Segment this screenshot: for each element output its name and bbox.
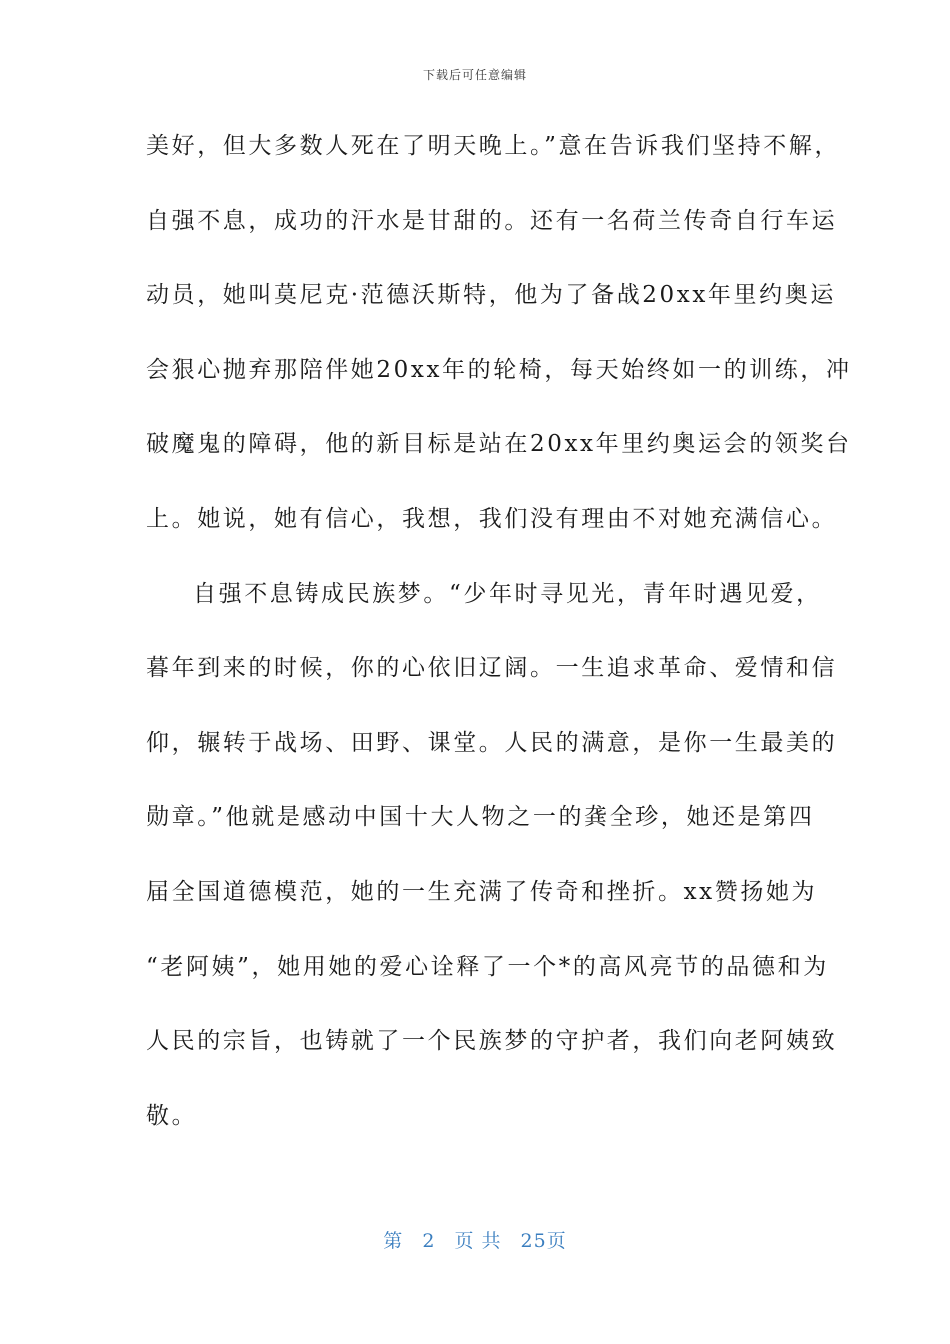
text-line: “老阿姨”，她用她的爱心诠释了一个*的高风亮节的品德和为 xyxy=(146,953,829,980)
page-header-note: 下载后可任意编辑 xyxy=(422,68,527,82)
paragraph-first-line: 自强不息铸成民族梦。“少年时寻见光，青年时遇见爱， xyxy=(193,580,822,607)
page-number-footer xyxy=(0,1226,950,1253)
text-line: 美好，但大多数人死在了明天晚上。”意在告诉我们坚持不解， xyxy=(146,133,841,159)
text-line: 上。她说，她有信心，我想，我们没有理由不对她充满信心。 xyxy=(146,505,838,532)
text-line: 动员，她叫莫尼克·范德沃斯特，他为了备战20xx年里约奥运 xyxy=(146,282,836,309)
text-line: 人民的宗旨，也铸就了一个民族梦的守护者，我们向老阿姨致 xyxy=(146,1028,838,1055)
text-line: 破魔鬼的障碍，他的新目标是站在20xx年里约奥运会的领奖台 xyxy=(146,431,852,458)
footer-prefix: 第 xyxy=(383,1230,404,1252)
footer-middle: 页 共 xyxy=(454,1230,502,1252)
text-line: 暮年到来的时候，你的心依旧辽阔。一生追求革命、爱情和信 xyxy=(146,655,838,682)
text-line: 仰，辗转于战场、田野、课堂。人民的满意，是你一生最美的 xyxy=(146,729,838,756)
text-line: 自强不息，成功的汗水是甘甜的。还有一名荷兰传奇自行车运 xyxy=(146,207,838,234)
text-line: 敬。 xyxy=(146,1102,198,1129)
total-pages: 25页 xyxy=(520,1230,567,1252)
text-line: 会狠心抛弃那陪伴她20xx年的轮椅，每天始终如一的训练，冲 xyxy=(146,356,852,383)
current-page-number: 2 xyxy=(422,1230,436,1252)
document-body xyxy=(146,126,852,1170)
text-line: 勋章。”他就是感动中国十大人物之一的龚全珍，她还是第四 xyxy=(146,804,815,831)
text-line: 届全国道德模范，她的一生充满了传奇和挫折。xx赞扬她为 xyxy=(146,878,818,905)
